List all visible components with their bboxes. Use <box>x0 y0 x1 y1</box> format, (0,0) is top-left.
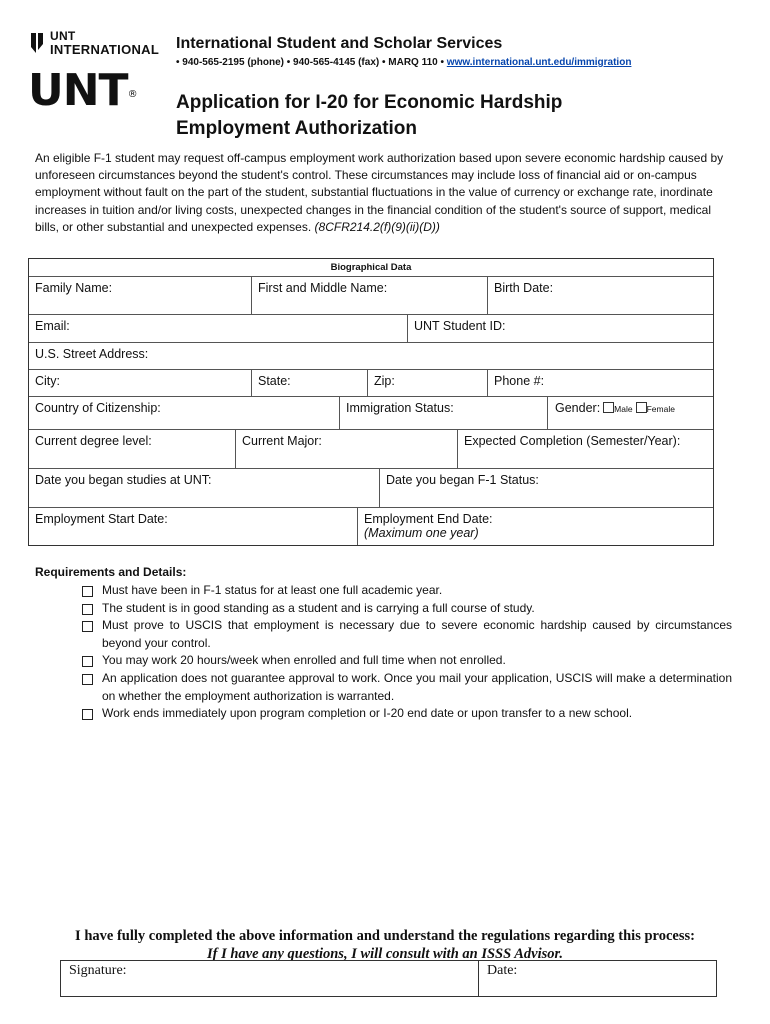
male-checkbox[interactable] <box>603 402 614 413</box>
contact-line <box>176 57 631 68</box>
student-id-label: UNT Student ID: <box>414 319 506 333</box>
birth-date-field[interactable] <box>488 277 713 314</box>
signature-box <box>60 960 717 997</box>
employment-end-field[interactable] <box>358 508 713 546</box>
immigration-status-label: Immigration Status: <box>346 401 454 415</box>
phone-field[interactable] <box>488 370 713 396</box>
requirements-title: Requirements and Details: <box>35 565 187 579</box>
unt-logo-text: UNT <box>28 65 128 116</box>
zip-field[interactable] <box>368 370 487 396</box>
female-option-label: Female <box>646 404 675 414</box>
family-name-field[interactable] <box>29 277 251 314</box>
signature-label: Signature: <box>69 963 127 978</box>
phone-label: Phone #: <box>494 374 545 388</box>
signature-field[interactable] <box>61 961 478 996</box>
logo-small-line2: INTERNATIONAL <box>50 42 160 57</box>
gender-label: Gender: <box>555 401 601 415</box>
checkbox-icon <box>82 621 93 632</box>
list-item: You may work 20 hours/week when enrolled and full time when not enrolled. <box>80 652 732 670</box>
gender-field <box>548 397 713 429</box>
city-field[interactable] <box>29 370 251 396</box>
org-title: International Student and Scholar Services <box>176 35 503 52</box>
female-checkbox[interactable] <box>636 402 647 413</box>
date-field[interactable] <box>479 961 716 996</box>
street-address-field[interactable] <box>29 343 713 369</box>
expected-completion-label: Expected Completion (Semester/Year): <box>464 434 681 448</box>
zip-label: Zip: <box>374 374 395 388</box>
employment-end-label: Employment End Date: <box>364 512 493 526</box>
checkbox-icon <box>82 674 93 685</box>
list-item: The student is in good standing as a student and is carrying a full course of study. <box>80 600 732 618</box>
certification-text: I have fully completed the above information and understand the regulations regarding this process: <box>75 928 695 944</box>
checkbox-icon <box>82 604 93 615</box>
date-label: Date: <box>487 963 518 978</box>
employment-start-field[interactable] <box>29 508 357 546</box>
family-name-label: Family Name: <box>35 281 113 295</box>
unt-logo <box>28 67 137 115</box>
list-item: Must have been in F-1 status for at least one full academic year. <box>80 582 732 600</box>
checkbox-icon <box>82 656 93 667</box>
certification-statement <box>40 927 730 963</box>
unt-international-logo <box>30 30 160 60</box>
email-field[interactable] <box>29 315 407 342</box>
began-unt-label: Date you began studies at UNT: <box>35 473 212 487</box>
page-title-line2: Employment Authorization <box>176 118 418 139</box>
biographical-data-form <box>28 258 714 546</box>
major-label: Current Major: <box>242 434 322 448</box>
state-label: State: <box>258 374 291 388</box>
logo-small-line1: UNT <box>50 29 76 43</box>
employment-start-label: Employment Start Date: <box>35 512 168 526</box>
country-label: Country of Citizenship: <box>35 401 161 415</box>
degree-level-label: Current degree level: <box>35 434 152 448</box>
major-field[interactable] <box>236 430 457 468</box>
regulation-citation: (8CFR214.2(f)(9)(ii)(D)) <box>314 219 440 234</box>
requirements-list <box>80 582 732 723</box>
checkbox-icon <box>82 586 93 597</box>
degree-level-field[interactable] <box>29 430 235 468</box>
immigration-website-link[interactable]: www.international.unt.edu/immigration <box>446 57 632 68</box>
street-address-label: U.S. Street Address: <box>35 347 149 361</box>
male-option-label: Male <box>614 404 633 414</box>
unt-eagle-mark-icon <box>30 32 44 54</box>
page-title-line1: Application for I-20 for Economic Hardship <box>176 92 563 113</box>
student-id-field[interactable] <box>408 315 713 342</box>
state-field[interactable] <box>252 370 367 396</box>
country-field[interactable] <box>29 397 339 429</box>
immigration-status-field[interactable] <box>340 397 547 429</box>
city-label: City: <box>35 374 60 388</box>
first-middle-name-label: First and Middle Name: <box>258 281 388 295</box>
page-title <box>176 90 656 142</box>
list-item: Work ends immediately upon program completion or I-20 end date or upon transfer to a new school. <box>80 705 732 723</box>
expected-completion-field[interactable] <box>458 430 713 468</box>
intro-text: An eligible F-1 student may request off-campus employment work authorization based upon severe economic hardship caused by unforeseen circumstances beyond the student's control. These circumstances may include loss of financial aid or on-campus employment without fault on the part of the student, substantial fluctuations in the value of currency or exchange rate, inordinate increases in tuition and/or living costs, unexpected changes in the financial condition of the student's source of support, medical bills, or other substantial and unexpected expenses. <box>35 151 724 234</box>
list-item: Must prove to USCIS that employment is necessary due to severe economic hardship caused by circumstances beyond your control. <box>80 617 732 652</box>
list-item: An application does not guarantee approval to work. Once you mail your application, USCIS will make a determination on whether the employment authorization is warranted. <box>80 670 732 705</box>
first-middle-name-field[interactable] <box>252 277 487 314</box>
advisor-note: If I have any questions, I will consult with an ISSS Advisor. <box>206 946 564 962</box>
contact-text: • 940-565-2195 (phone) • 940-565-4145 (fax) • MARQ 110 • <box>176 57 447 68</box>
email-label: Email: <box>35 319 70 333</box>
began-unt-field[interactable] <box>29 469 379 507</box>
checkbox-icon <box>82 709 93 720</box>
form-section-title: Biographical Data <box>330 262 412 273</box>
intro-paragraph <box>35 150 735 236</box>
employment-end-note: (Maximum one year) <box>364 526 479 540</box>
began-f1-field[interactable] <box>380 469 713 507</box>
registered-mark: ® <box>127 89 137 100</box>
began-f1-label: Date you began F-1 Status: <box>386 473 539 487</box>
birth-date-label: Birth Date: <box>494 281 554 295</box>
